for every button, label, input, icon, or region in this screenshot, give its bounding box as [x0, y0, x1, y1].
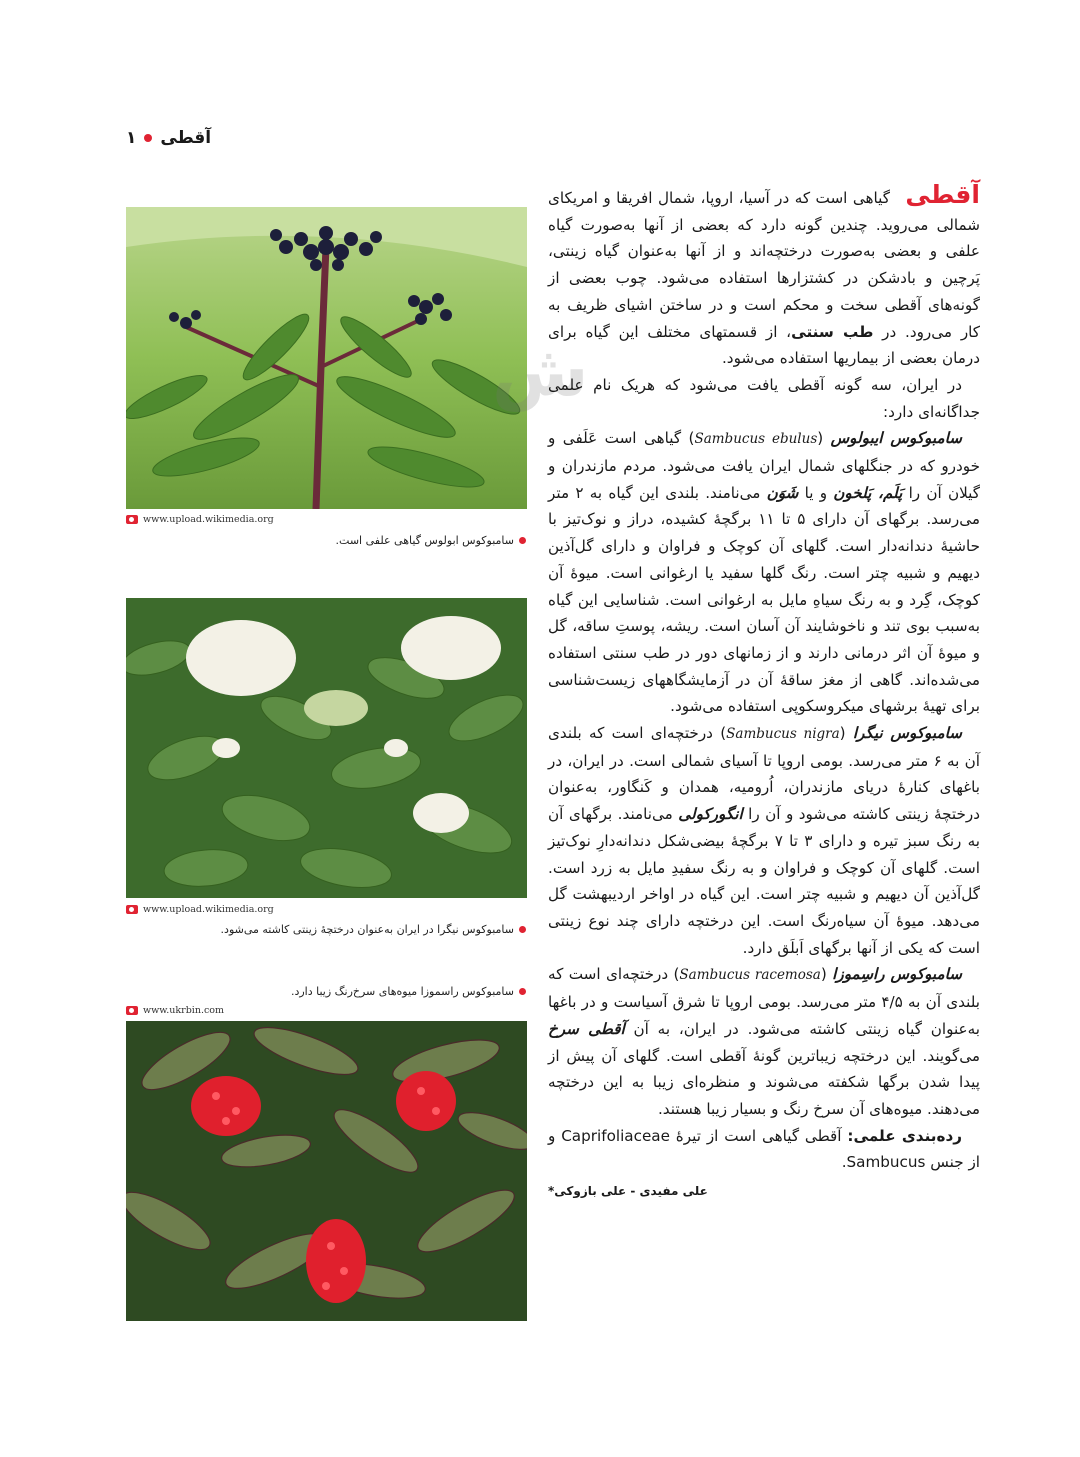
red-dot-icon	[519, 926, 526, 933]
entry-title: آقطی	[905, 180, 980, 209]
photo-caption: سامبوکوس ابولوس گیاهی علفی است.	[336, 534, 526, 547]
camera-icon	[126, 515, 138, 524]
red-dot-icon	[519, 537, 526, 544]
species-intro: در ایران، سه گونه آقطی یافت می‌شود که هریک نام علمی جداگانه‌ای دارد:	[548, 375, 980, 421]
camera-icon	[126, 1006, 138, 1015]
intro-paragraph: آقطی گیاهی است که در آسیا، اروپا، شمال افریقا و امریکای شمالی می‌روید. چندین گونه دارد که بعضی از آنها به‌صورت گیاه علفی و بعضی به‌صورت درختچه‌اند و از آنها به‌عنوان گیاه زینتی، پَرچین و بادشکن در کشتزارها استفاده می‌شود. چوب بعضی از گونه‌های آقطی سخت و محکم است و در ساختن اشیای ظریف به کار می‌رود. در طب سنتی، از قسمتهای مختلف این گیاه برای درمان بعضی از بیماریها استفاده می‌شود.	[548, 180, 981, 368]
species-racemosa: سامبوکوس راسِموزا (Sambucus racemosa) درختچه‌ای است که بلندی آن به ۴/۵ متر می‌رسد. بومی اروپا تا شرق آسیاست و در باغها به‌عنوان گیاه زینتی کاشته می‌شود. در ایران، به آن آقطی سرخ می‌گویند. این درختچه زیباترین گونهٔ آقطی است. گلهای آن پیش از پیدا شدن برگها شکفته می‌شوند و منظره‌ای زیبا به این درختچه می‌دهند. میوه‌های آن سرخ رنگ و بسیار زیبا هستند.	[548, 965, 980, 1118]
photo-caption: سامبوکوس نیگرا در ایران به‌عنوان درختچهٔ زینتی کاشته می‌شود.	[221, 923, 526, 936]
photo-credit: www.ukrbin.com	[126, 1005, 224, 1016]
species-ebulus: سامبوکوس ایبولوس (Sambucus ebulus) گیاهی است عَلَفی و خودرو که در جنگلهای شمال ایران یافت می‌شود. مردم مازندران و گیلان آن را پَلَم، پَلخون و یا شَوَن می‌نامند. بلندی این گیاه به ۲ متر می‌رسد. برگهای آن دارای ۵ تا ۱۱ برگچهٔ کشیده، دراز و نوک‌تیز با حاشیهٔ دندانه‌دار است. گلهای آن کوچک و فراوان و دارای گل‌آذین دیهیم و شبیه چتر است. رنگ گلها سفید یا ارغوانی است. میوهٔ آن کوچک، گِرد و به رنگ سیاهِ مایل به ارغوانی است. شناسایی این گیاه به‌سبب بوی تند و ناخوشایند آن آسان است. ریشه، پوستِ ساقه، گل و میوهٔ آن اثر درمانی دارند و از زمانهای دور در طب سنتی استفاده می‌شده‌اند. گاهی از مغز ساقهٔ آن در آزمایشگاههای زیست‌شناسی برای تهیهٔ برشهای میکروسکوپی استفاده می‌شود.	[548, 429, 980, 716]
photo-sambucus-racemosa	[126, 1021, 527, 1321]
author: علی مفیدی - علی بازوکی*	[548, 1184, 708, 1199]
photo-sambucus-ebulus	[126, 207, 527, 509]
camera-icon	[126, 905, 138, 914]
species-nigra: سامبوکوس نیگرا (Sambucus nigra) درختچه‌ای است که بلندی آن به ۶ متر می‌رسد. بومی اروپا تا آسیای شمالی است. در ایران، در باغهای کنارهٔ دریای مازندران، اُرومیه، همدان و کَنگاور، به‌عنوان درختچهٔ زینتی کاشته می‌شود و آن را انگورکولی می‌نامند. برگهای آن به رنگ سبز تیره و دارای ۳ تا ۷ برگچهٔ بیضی‌شکل دندانه‌دارِ نوک‌تیز است. گلهای آن کوچک و فراوان و به رنگ سفیدِ مایل به زرد است. گل‌آذین آن دیهیم و شبیه چتر است. این گیاه در اواخر اردیبهشت گل می‌دهد. میوهٔ آن سیاه‌رنگ است. این درختچه دارای چند نوع زینتی است که یکی از آنها برگهای اَبلَق دارد.	[548, 724, 981, 957]
photo-caption: سامبوکوس راسموزا میوه‌های سرخ‌رنگ زیبا دارد.	[291, 985, 526, 998]
red-dot-icon	[519, 988, 526, 995]
photo-sambucus-nigra	[126, 598, 527, 898]
header-title: آقطی	[160, 128, 212, 148]
red-dot-icon	[144, 134, 152, 142]
running-head	[126, 128, 211, 148]
photo-credit: www.upload.wikimedia.org	[126, 904, 274, 915]
photo-credit: www.upload.wikimedia.org	[126, 514, 274, 525]
classification: رده‌بندی علمی: آقطی گیاهی است از تیرهٔ Caprifoliaceae و از جنس Sambucus.	[548, 1126, 980, 1172]
watermark-logo: ش	[492, 330, 589, 412]
page-number: ۱	[126, 128, 137, 148]
author-line	[548, 1178, 980, 1205]
article-body	[548, 182, 980, 1205]
